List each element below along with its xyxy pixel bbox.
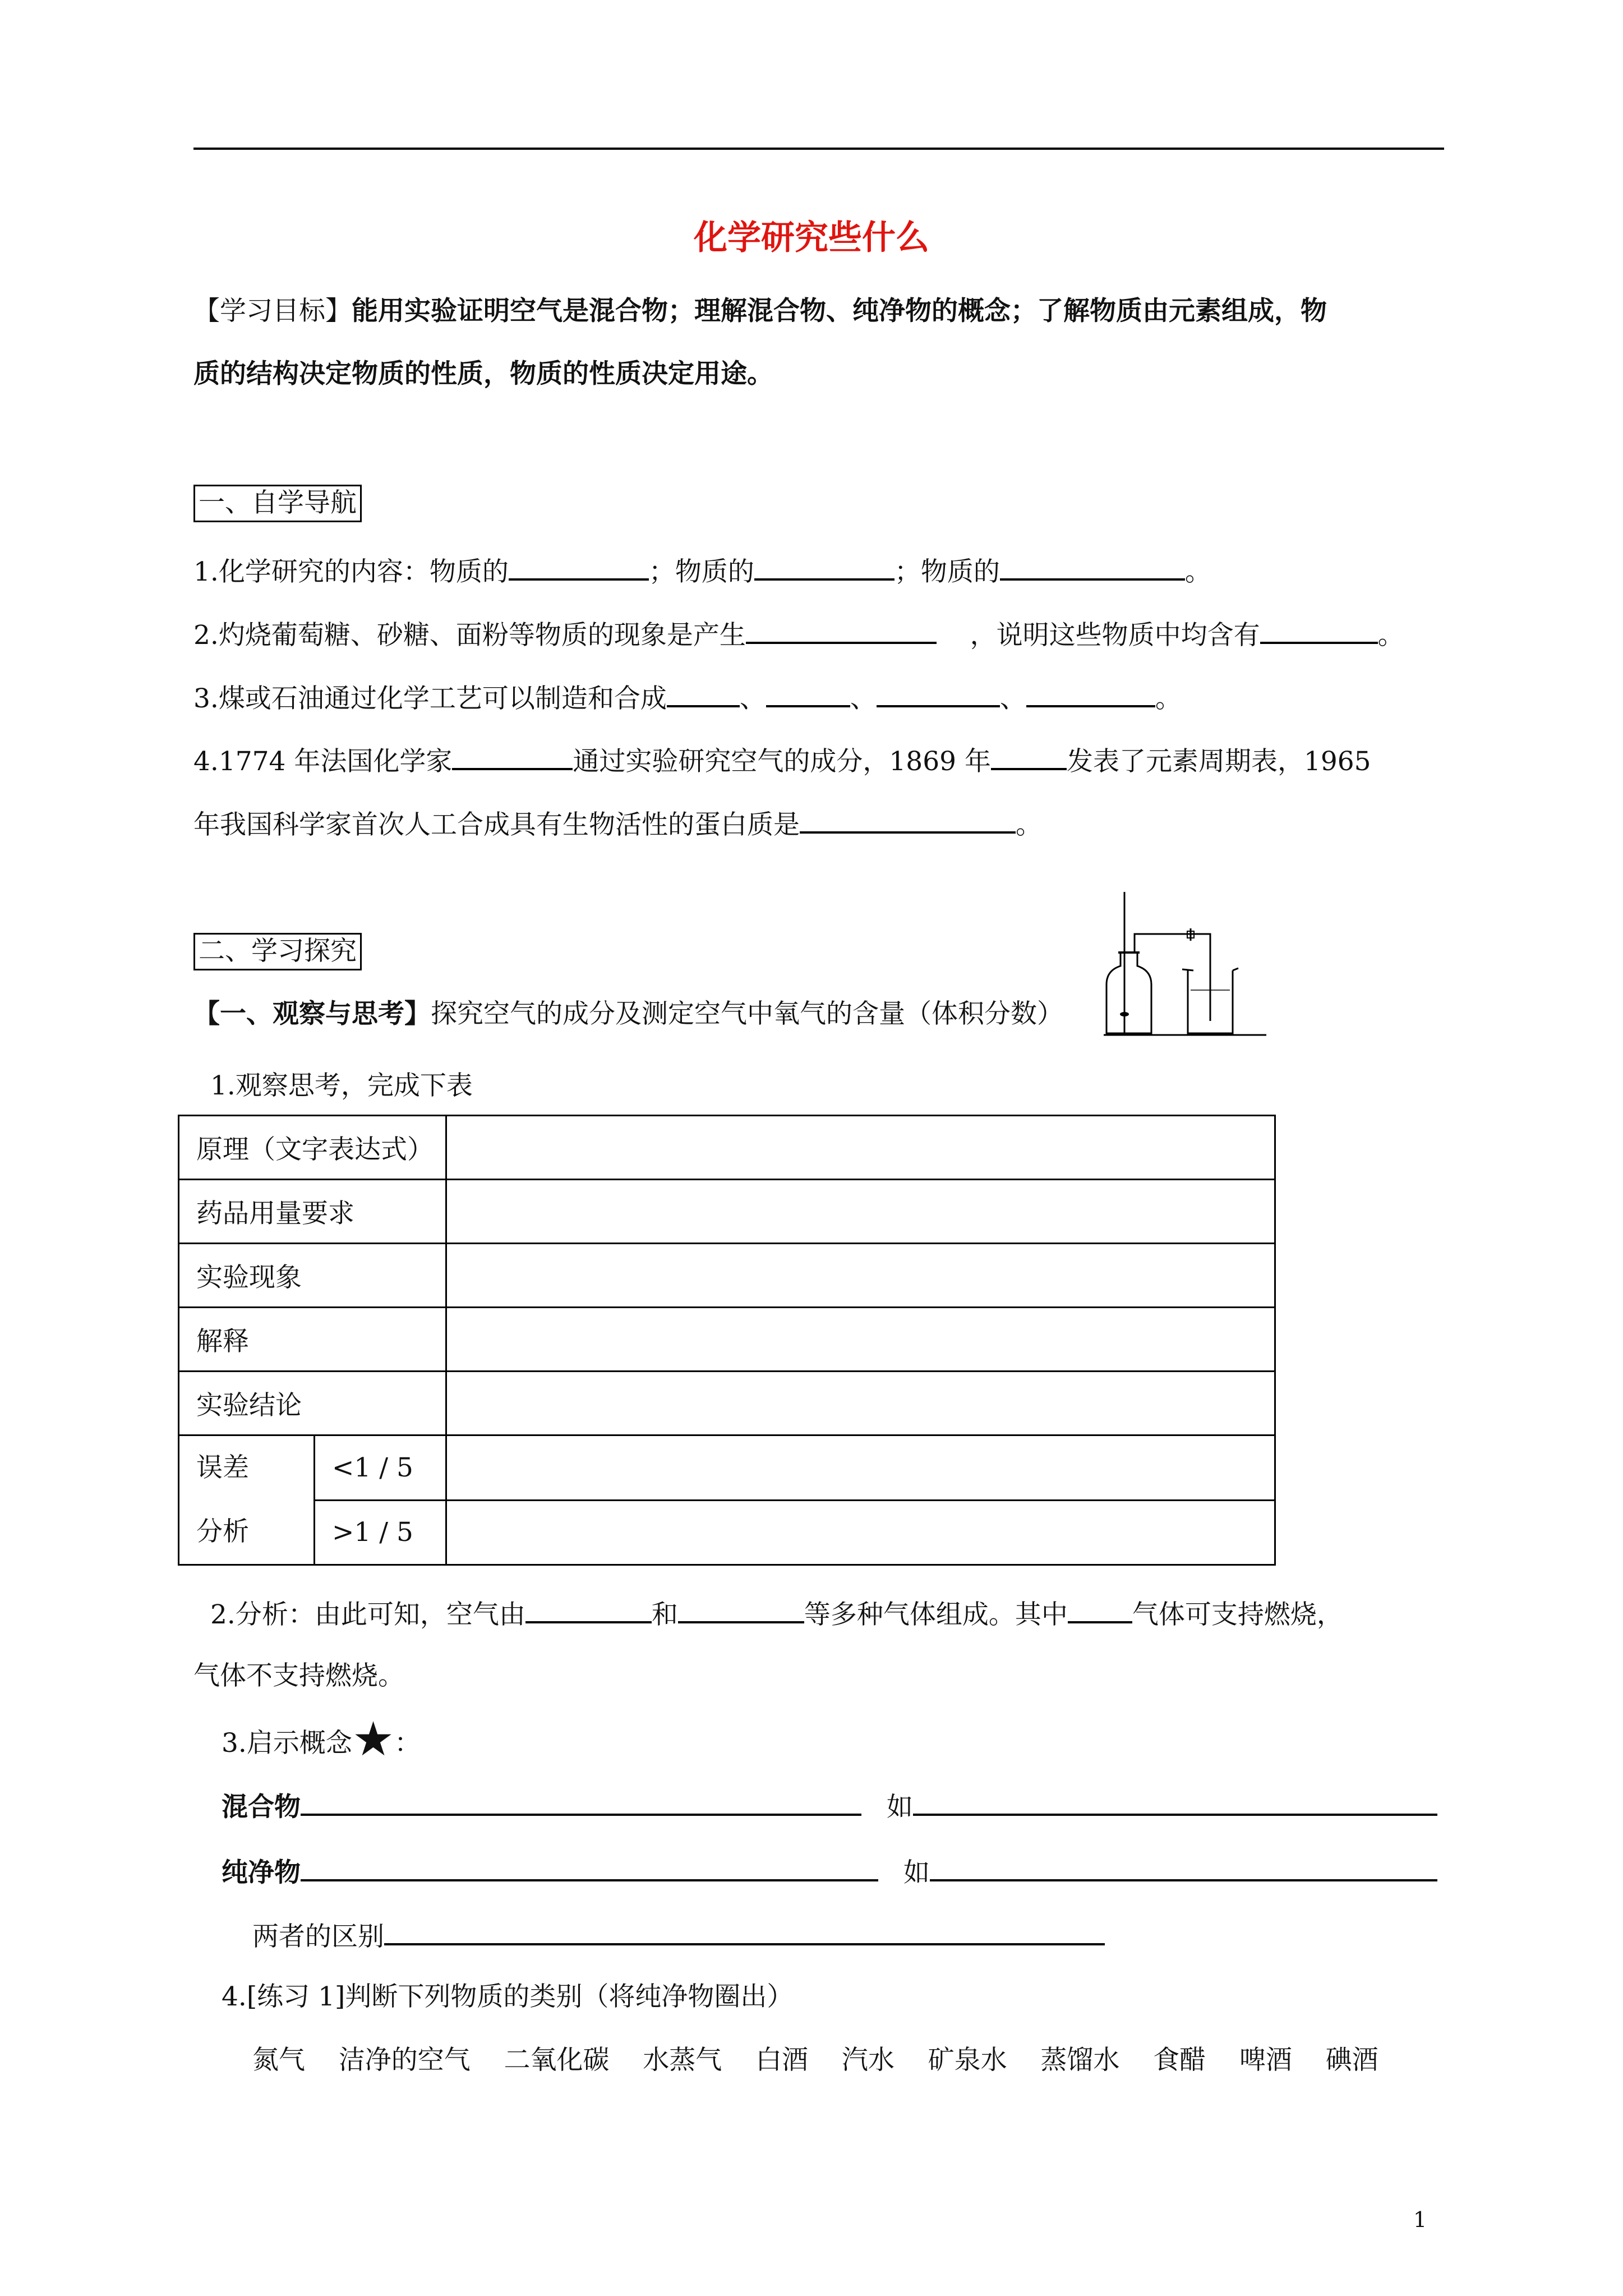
- header-rule: [193, 148, 1444, 150]
- substance-list: [252, 2044, 1378, 2077]
- list-item[interactable]: 矿泉水: [928, 2045, 1007, 2076]
- error-row-label: >1 / 5: [315, 1500, 446, 1565]
- step-2-line-1: [210, 1595, 1343, 1632]
- section2-heading-box: 二、学习探究: [193, 933, 362, 970]
- objectives-line-1: [193, 295, 1327, 328]
- q4-blank-2[interactable]: [991, 742, 1067, 770]
- table-row-label: 药品用量要求: [179, 1180, 446, 1244]
- difference-blank[interactable]: [384, 1917, 1105, 1945]
- list-item[interactable]: 啤酒: [1239, 2045, 1292, 2076]
- q3-blank-1[interactable]: [667, 679, 740, 707]
- page-number: 1: [1413, 2207, 1427, 2232]
- pure-definition-blank[interactable]: [301, 1853, 878, 1881]
- q1-text-a: 1.化学研究的内容：物质的: [193, 556, 509, 587]
- star-icon: ★: [352, 1711, 395, 1766]
- objectives-text-1: 能用实验证明空气是混合物；理解混合物、纯净物的概念；了解物质由元素组成，物: [352, 296, 1327, 326]
- pure-label: 纯净物: [222, 1857, 301, 1888]
- q4-text-b: 通过实验研究空气的成分，1869 年: [573, 746, 991, 777]
- q3-end: 。: [1155, 683, 1182, 714]
- step-2-line-2: 气体不支持燃烧。: [193, 1660, 404, 1691]
- table-row: [179, 1180, 1275, 1244]
- pure-example-blank[interactable]: [930, 1853, 1437, 1881]
- q4-text-e: 。: [1016, 809, 1042, 840]
- table-answer-cell[interactable]: [446, 1308, 1275, 1372]
- list-item[interactable]: 食醋: [1153, 2045, 1206, 2076]
- question-3: [193, 679, 1182, 716]
- step3-text: 3.启示概念: [222, 1728, 352, 1759]
- mixture-example-label: 如: [886, 1792, 913, 1823]
- step3-colon: ：: [394, 1728, 421, 1759]
- explore-label: 【一、观察与思考】: [193, 999, 431, 1029]
- table-row: [179, 1435, 1275, 1501]
- objectives-line-2: 质的结构决定物质的性质，物质的性质决定用途。: [193, 358, 773, 389]
- q1-text-c: ；物质的: [894, 556, 1000, 587]
- q4-blank-3[interactable]: [800, 806, 1016, 834]
- page-title: 化学研究些什么: [694, 218, 929, 257]
- table-row-label: 实验现象: [179, 1244, 446, 1308]
- section1-heading: [193, 486, 362, 520]
- step2-text-a: 2.分析：由此可知，空气由: [210, 1599, 525, 1630]
- list-item[interactable]: 汽水: [841, 2045, 895, 2076]
- pure-example-label: 如: [903, 1857, 930, 1888]
- table-answer-cell[interactable]: [446, 1372, 1275, 1435]
- table-answer-cell[interactable]: [446, 1116, 1275, 1180]
- step2-blank-3[interactable]: [1068, 1595, 1132, 1623]
- list-item[interactable]: 白酒: [755, 2045, 809, 2076]
- explore-line: [193, 997, 1063, 1031]
- table-answer-cell[interactable]: [446, 1500, 1275, 1565]
- table-row: [179, 1372, 1275, 1435]
- table-row: [179, 1244, 1275, 1308]
- list-item[interactable]: 氮气: [252, 2045, 305, 2076]
- error-analysis-label: [179, 1435, 315, 1565]
- step2-blank-2[interactable]: [678, 1595, 804, 1623]
- error-label-2: 分析: [196, 1516, 249, 1547]
- pure-line: [222, 1853, 1437, 1890]
- q4-text-d: 年我国科学家首次人工合成具有生物活性的蛋白质是: [193, 809, 800, 840]
- section2-heading: [193, 935, 362, 968]
- table-answer-cell[interactable]: [446, 1244, 1275, 1308]
- observation-table: [178, 1115, 1276, 1566]
- q1-text-b: ；物质的: [648, 556, 754, 587]
- list-item[interactable]: 洁净的空气: [338, 2045, 471, 2076]
- mixture-line: [222, 1788, 1437, 1824]
- table-row: [179, 1308, 1275, 1372]
- step-4: 4.[练习 1]判断下列物质的类别（将纯净物圈出）: [222, 1981, 794, 2012]
- q4-text-a: 4.1774 年法国化学家: [193, 746, 453, 777]
- q1-text-d: 。: [1184, 556, 1211, 587]
- table-answer-cell[interactable]: [446, 1435, 1275, 1501]
- difference-line: [252, 1917, 1105, 1954]
- step2-blank-1[interactable]: [525, 1595, 652, 1623]
- q3-text-a: 3.煤或石油通过化学工艺可以制造和合成: [193, 683, 667, 714]
- list-item[interactable]: 二氧化碳: [504, 2045, 610, 2076]
- q4-blank-1[interactable]: [452, 742, 573, 770]
- q2-blank-2[interactable]: [1260, 616, 1378, 644]
- table-row-label: 解释: [179, 1308, 446, 1372]
- table-row: [179, 1116, 1275, 1180]
- section1-heading-box: 一、自学导航: [193, 485, 362, 522]
- table-row: [179, 1500, 1275, 1565]
- objectives-label: 【学习目标】: [193, 296, 352, 326]
- table-row-label: 原理（文字表达式）: [179, 1116, 446, 1180]
- q3-blank-4[interactable]: [1026, 679, 1155, 707]
- step2-text-d: 气体可支持燃烧，: [1132, 1599, 1343, 1630]
- q1-blank-3[interactable]: [1000, 553, 1185, 581]
- mixture-definition-blank[interactable]: [301, 1788, 861, 1816]
- q3-sep-3: 、: [999, 683, 1026, 714]
- step2-text-c: 等多种气体组成。其中: [804, 1599, 1068, 1630]
- list-item[interactable]: 蒸馏水: [1040, 2045, 1120, 2076]
- question-1: [193, 553, 1211, 589]
- error-label-1: 误差: [196, 1452, 249, 1483]
- list-item[interactable]: 水蒸气: [643, 2045, 722, 2076]
- list-item[interactable]: 碘酒: [1325, 2045, 1378, 2076]
- table-answer-cell[interactable]: [446, 1180, 1275, 1244]
- step-3: [222, 1711, 421, 1766]
- q1-blank-2[interactable]: [754, 553, 895, 581]
- q4-text-c: 发表了元素周期表，1965: [1066, 746, 1371, 777]
- mixture-label: 混合物: [222, 1792, 301, 1823]
- error-row-label: <1 / 5: [315, 1435, 446, 1501]
- q3-blank-3[interactable]: [877, 679, 1000, 707]
- step2-text-b: 和: [651, 1599, 678, 1630]
- q2-text-a: 2.灼烧葡萄糖、砂糖、面粉等物质的现象是产生: [193, 620, 746, 651]
- q3-blank-2[interactable]: [766, 679, 850, 707]
- question-2: [193, 616, 1404, 652]
- q3-sep-2: 、: [850, 683, 877, 714]
- table-row-label: 实验结论: [179, 1372, 446, 1435]
- difference-label: 两者的区别: [252, 1921, 384, 1952]
- q3-sep-1: 、: [739, 683, 766, 714]
- explore-text: 探究空气的成分及测定空气中氧气的含量（体积分数）: [431, 999, 1063, 1029]
- mixture-example-blank[interactable]: [913, 1788, 1437, 1816]
- question-4-line-1: [193, 742, 1371, 779]
- q2-text-b: ，说明这些物质中均含有: [970, 620, 1260, 651]
- experiment-apparatus-illustration: [1092, 886, 1266, 1046]
- q1-blank-1[interactable]: [509, 553, 649, 581]
- q2-blank-1[interactable]: [746, 616, 937, 644]
- q2-text-c: 。: [1377, 620, 1404, 651]
- question-4-line-2: [193, 806, 1042, 842]
- step-1: 1.观察思考，完成下表: [210, 1070, 473, 1101]
